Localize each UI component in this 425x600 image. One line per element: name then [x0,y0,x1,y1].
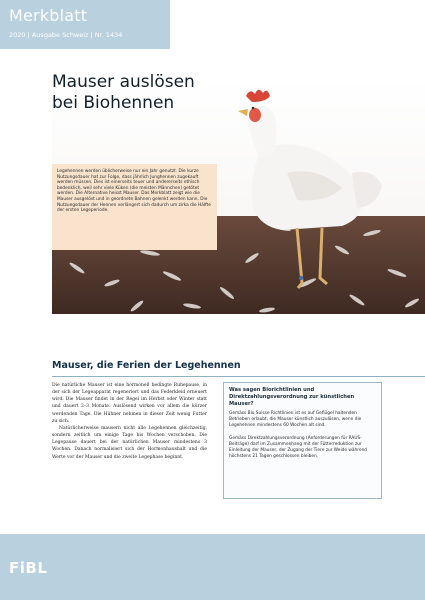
footer-bar [0,534,425,600]
body-column [52,382,207,461]
title-line-2: bei Biohennen [52,93,175,113]
intro-box [52,164,217,250]
fibl-logo: FiBL [9,559,48,577]
sidebox-question: Was sagen Biorichtlinien und Direktzahlungsverordnung zur künstlichen Mauser? [229,387,355,407]
sidebox-paragraph-1: Gemäss Bio Suisse Richtlinien ist es auf Geflügel haltenden Betrieben erlaubt, die Mauser künstlich auszulösen, wenn die Legehennen mindestens 60 Wochen alt sind. [229,411,362,428]
sidebox-paragraph-2: Gemäss Direktzahlungsverordnung (Anforderungen für RAUS-Beiträge) darf im Zusammenhang mit der Fütterreduktion zur Einleitung der Mauser, der Zugang der Tiere zur Weide während höchstens 21 Tagen geschlossen bleiben. [229,436,368,459]
section-title: Mauser, die Ferien der Legehennen [52,360,241,371]
header-box [0,0,170,49]
intro-text: Legehennen werden üblicherweise nur ein Jahr genutzt. Die kurze Nutzungsdauer hat zur Folge, dass jährlich Junghennen zugekauft werden müssen. Dies ist einerseits teuer und andererseits ethisch bedenklich, weil sehr viele Küken (die meisten Männchen) getötet werden. Die Alternative heisst Mauser. Das Merkblatt zeigt wie die Mauser ausgelöst und in geordnete Bahnen gelenkt werden kann. Die Nutzungsdauer der Hennen verlängert sich dadurch um zirka die Hälfte der ersten Legeperiode. [57,169,211,214]
header-title: Merkblatt [9,6,88,25]
info-sidebox [223,382,382,499]
header-subtitle: 2020 | Ausgabe Schweiz | Nr. 1434 [9,31,123,39]
page-title [52,72,195,114]
body-paragraph-1: Die natürliche Mauser ist eine hormonell bedingte Ruhepause, in der sich der Legeapparat regeneriert und das Federkleid erneuert wird. Die Mauser findet in der Regel im Herbst oder Winter statt und dauert 2–3 Monate. Auslösend wirken vor allem die kürzer werdenden Tage. Die Hühner nehmen in dieser Zeit wenig Futter zu sich. [52,383,207,424]
body-paragraph-2: Natürlicherweise mausern nicht alle Legehennen gleichzeitig, sondern zeitlich um einige Tage bis Wochen verschoben. Die Legepause dauert bei der natürlichen Mauser mindestens 3 Wochen. Danach normalisiert sich der Hormonhaushalt und die Werte vor der Mauser und die zweite Legephase beginnt. [52,425,207,460]
section-divider [52,376,425,377]
title-line-1: Mauser auslösen [52,72,195,92]
